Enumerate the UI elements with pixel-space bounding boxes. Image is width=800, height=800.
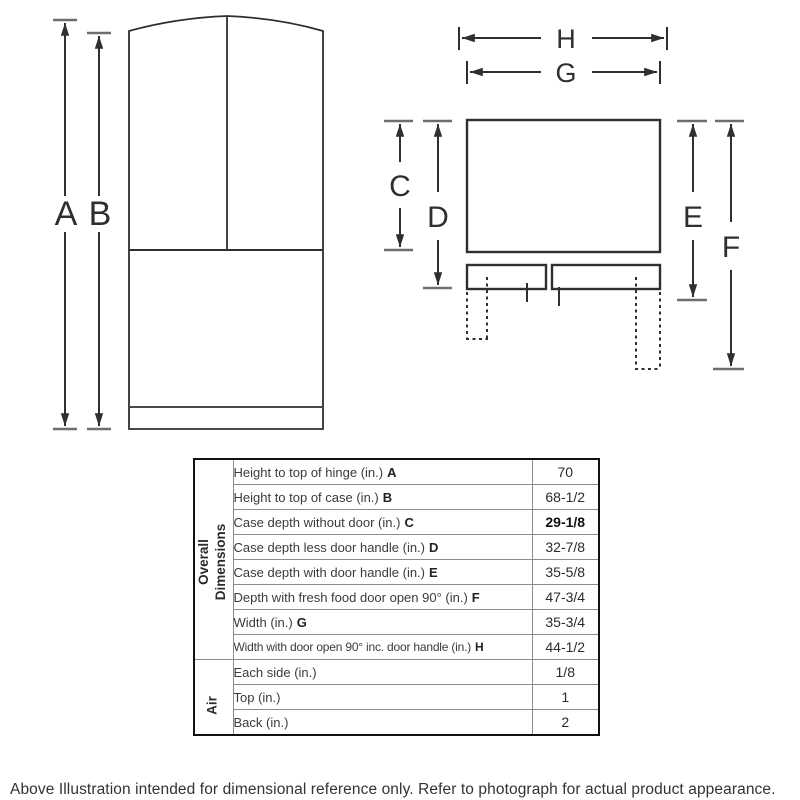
left-door-top-view (467, 265, 546, 289)
dim-f-label: F (721, 231, 741, 264)
table-row (194, 710, 599, 736)
dimension-c (384, 121, 413, 250)
dimension-e (677, 121, 707, 300)
row-label: Height to top of case (in.) (233, 489, 379, 505)
fridge-outline (129, 16, 323, 429)
dimension-b (87, 33, 111, 429)
row-label-cell (233, 610, 532, 635)
row-label: Back (in.) (233, 714, 289, 730)
row-value-cell: 44-1/2 (532, 635, 599, 660)
dim-a-label: A (54, 195, 78, 233)
row-letter: G (296, 614, 307, 630)
dimensions-table (193, 458, 600, 736)
row-label: Case depth less door handle (in.) (233, 539, 426, 555)
row-label: Each side (in.) (233, 664, 317, 680)
row-letter: D (429, 539, 439, 555)
row-label-cell (233, 560, 532, 585)
footer-disclaimer: Above Illustration intended for dimensional reference only. Refer to photograph for actual product appearance. (10, 781, 776, 798)
top-view-diagram (384, 24, 744, 369)
row-value-cell: 2 (532, 710, 599, 736)
row-value-cell: 1/8 (532, 660, 599, 685)
table-row (194, 485, 599, 510)
left-door-handle-dashed (466, 277, 488, 339)
row-label-cell (233, 635, 532, 660)
dim-e-label: E (682, 201, 704, 234)
row-label: Case depth with door handle (in.) (233, 564, 426, 580)
table-row (194, 660, 599, 685)
section-header-line: Air (204, 696, 220, 715)
table-row (194, 510, 599, 535)
row-letter: A (387, 464, 397, 480)
row-letter: B (382, 489, 393, 505)
row-label: Height to top of hinge (in.) (233, 464, 384, 480)
row-value-cell: 32-7/8 (532, 535, 599, 560)
row-letter: F (471, 589, 480, 605)
row-value-cell: 35-5/8 (532, 560, 599, 585)
dimension-d (423, 121, 452, 288)
row-label-cell (233, 585, 532, 610)
section-header-line: Overall (196, 539, 211, 585)
table-row (194, 535, 599, 560)
table-row (194, 585, 599, 610)
case-top-view (467, 120, 660, 252)
section-header-overall-dimensions (195, 458, 229, 666)
dim-b-label: B (88, 195, 112, 233)
dimension-h (459, 24, 667, 54)
row-label-cell (233, 685, 532, 710)
front-view-diagram (53, 16, 323, 429)
row-value-cell: 47-3/4 (532, 585, 599, 610)
row-label: Width with door open 90° inc. door handle (in.) (233, 640, 472, 654)
table-row (194, 685, 599, 710)
dim-d-label: D (427, 201, 449, 234)
dim-c-label: C (389, 170, 411, 203)
row-value-cell: 68-1/2 (532, 485, 599, 510)
row-label: Top (in.) (233, 689, 281, 705)
row-label: Width (in.) (233, 614, 293, 630)
dimension-g (467, 58, 660, 88)
row-letter: E (429, 564, 438, 580)
row-value-cell: 70 (532, 459, 599, 485)
row-label-cell (233, 710, 532, 736)
row-letter: H (475, 640, 484, 654)
dimension-a (53, 20, 78, 429)
table-row (194, 635, 599, 660)
row-letter: C (404, 514, 414, 530)
section-header-line: Dimensions (213, 523, 228, 601)
table-row (194, 610, 599, 635)
dimension-f (713, 121, 744, 369)
row-label-cell (233, 510, 532, 535)
dim-h-label: H (556, 24, 576, 54)
row-value-cell: 35-3/4 (532, 610, 599, 635)
row-label: Depth with fresh food door open 90° (in.) (233, 589, 468, 605)
row-label-cell (233, 660, 532, 685)
row-label: Case depth without door (in.) (233, 514, 401, 530)
section-header-air (204, 667, 221, 745)
table-row (194, 560, 599, 585)
dim-g-label: G (555, 58, 577, 88)
row-label-cell (233, 485, 532, 510)
row-label-cell (233, 535, 532, 560)
row-value-cell: 29-1/8 (532, 510, 599, 535)
right-door-top-view (552, 265, 660, 289)
row-label-cell (233, 459, 532, 485)
right-door-handle-dashed (635, 277, 661, 369)
table-row (194, 459, 599, 485)
row-value-cell: 1 (532, 685, 599, 710)
